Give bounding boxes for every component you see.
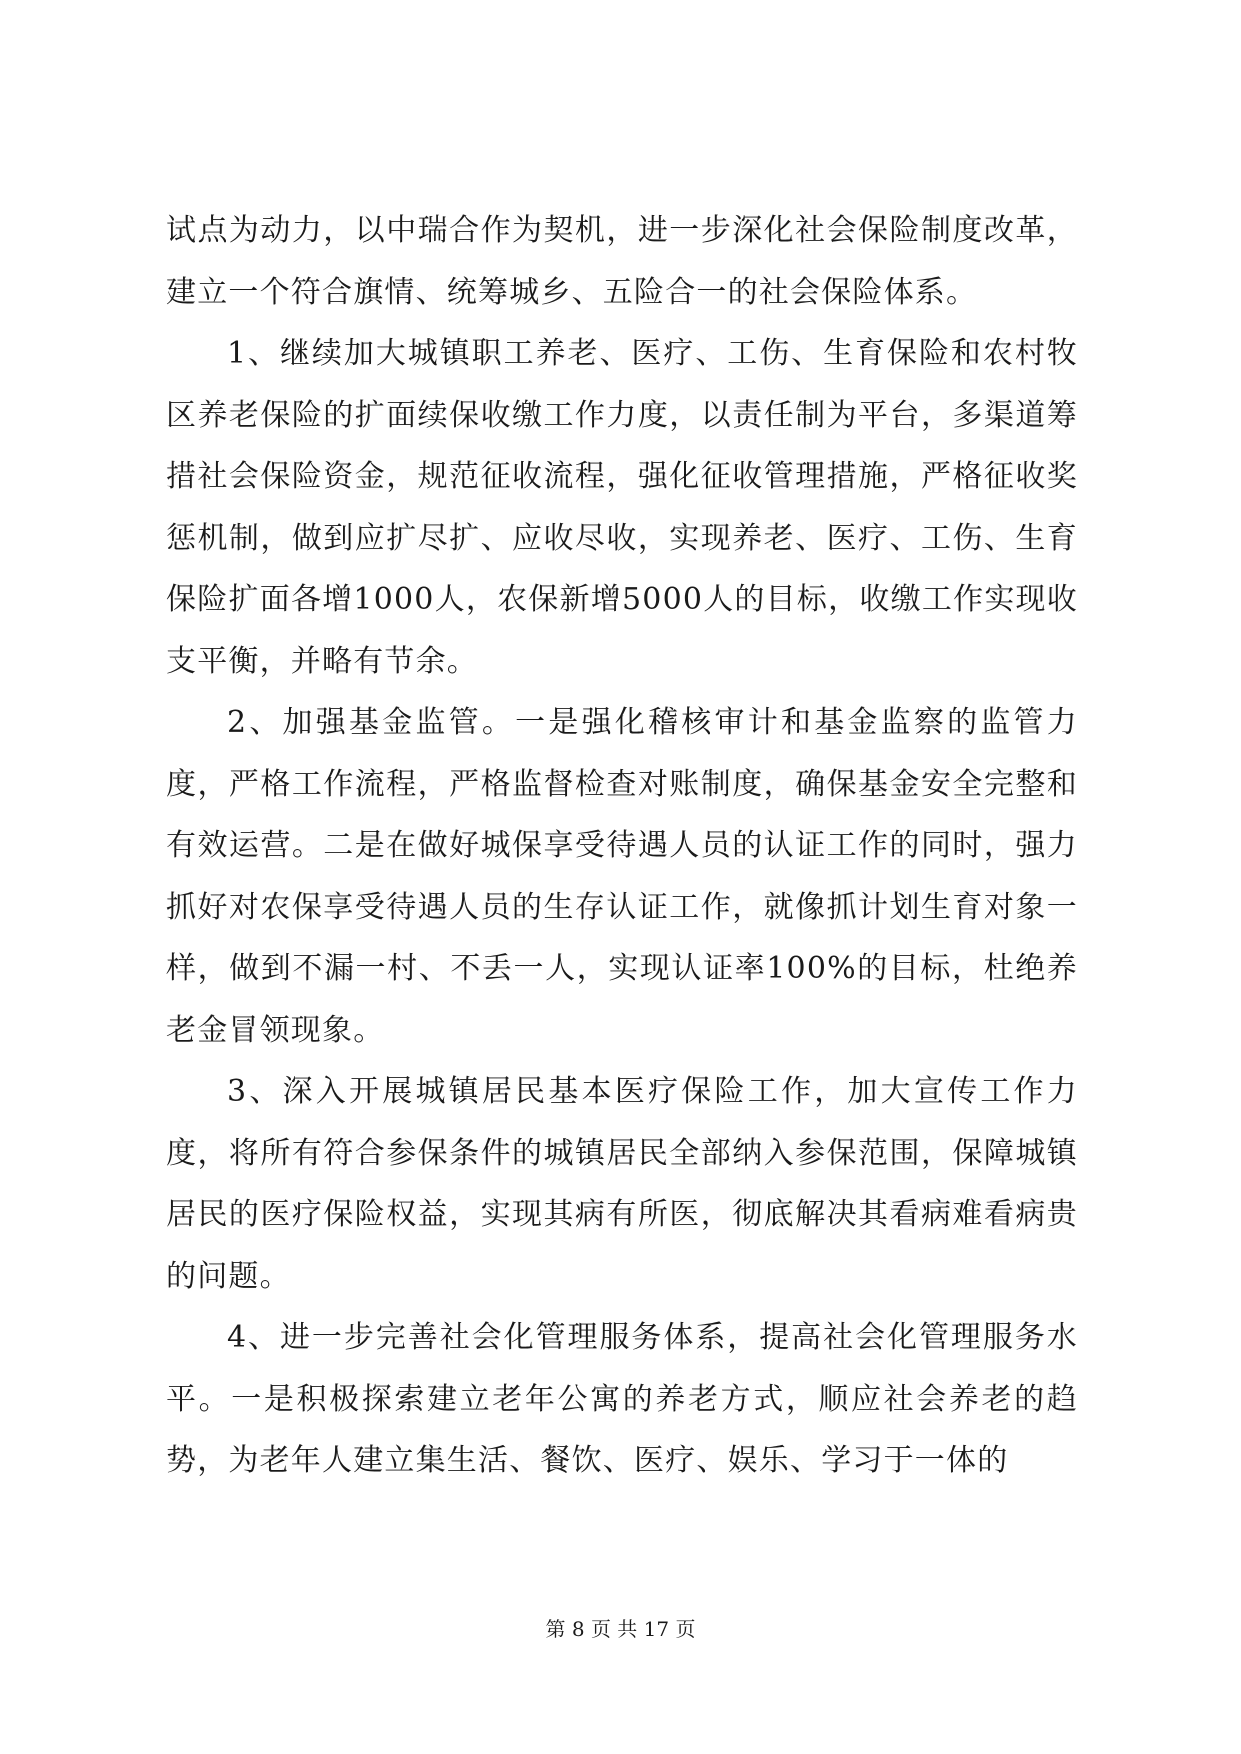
paragraph-item-3: 3、深入开展城镇居民基本医疗保险工作，加大宣传工作力度，将所有符合参保条件的城镇居民全部纳入参保范围，保障城镇居民的医疗保险权益，实现其病有所医，彻底解决其看病难看病贵的问题。 [166,1074,1078,1294]
page-footer: 第 8 页 共 17 页 [545,1617,696,1641]
body-text [166,200,1078,1492]
paragraph-intro: 试点为动力，以中瑞合作为契机，进一步深化社会保险制度改革，建立一个符合旗情、统筹城乡、五险合一的社会保险体系。 [166,213,1078,310]
paragraph-item-1: 1、继续加大城镇职工养老、医疗、工伤、生育保险和农村牧区养老保险的扩面续保收缴工作力度，以责任制为平台，多渠道筹措社会保险资金，规范征收流程，强化征收管理措施，严格征收奖惩机制，做到应扩尽扩、应收尽收，实现养老、医疗、工伤、生育保险扩面各增1000人，农保新增5000人的目标，收缴工作实现收支平衡，并略有节余。 [166,336,1078,679]
paragraph-item-4: 4、进一步完善社会化管理服务体系，提高社会化管理服务水平。一是积极探索建立老年公寓的养老方式，顺应社会养老的趋势，为老年人建立集生活、餐饮、医疗、娱乐、学习于一体的 [166,1320,1078,1478]
paragraph-item-2: 2、加强基金监管。一是强化稽核审计和基金监察的监管力度，严格工作流程，严格监督检查对账制度，确保基金安全完整和有效运营。二是在做好城保享受待遇人员的认证工作的同时，强力抓好对农保享受待遇人员的生存认证工作，就像抓计划生育对象一样，做到不漏一村、不丢一人，实现认证率100%的目标，杜绝养老金冒领现象。 [166,705,1078,1048]
